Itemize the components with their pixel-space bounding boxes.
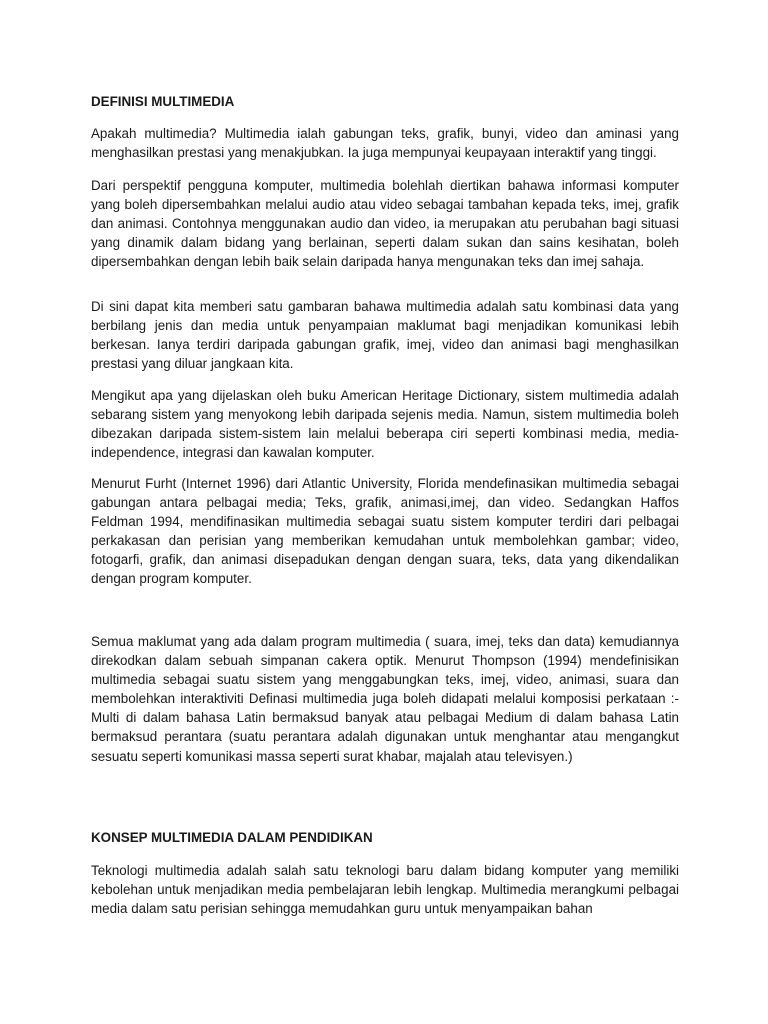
paragraph: Mengikut apa yang dijelaskan oleh buku American Heritage Dictionary, sistem multimedia adalah sebarang sistem yang menyokong lebih daripada sejenis media. Namun, sistem multimedia boleh dibezakan daripada sistem-sistem lain melalui beberapa ciri seperti kombinasi media, media-independence, integrasi dan kawalan komputer. <box>91 388 679 461</box>
paragraph: Semua maklumat yang ada dalam program multimedia ( suara, imej, teks dan data) kemudiannya direkodkan dalam sebuah simpanan cakera optik. Menurut Thompson (1994) mendefinisikan multimedia sebagai suatu sistem yang menggabungkan teks, imej, video, animasi, suara dan membolehkan interaktiviti Definasi multimedia juga boleh didapati melalui komposisi perkataan :- Multi di dalam bahasa Latin bermaksud banyak atau pelbagai Medium di dalam bahasa Latin bermaksud perantara (suatu perantara adalah digunakan untuk menghantar atau mengangkut sesuatu seperti komunikasi massa seperti surat khabar, majalah atau televisyen.) <box>91 634 679 764</box>
section-heading-definisi: DEFINISI MULTIMEDIA <box>91 94 235 109</box>
paragraph: Di sini dapat kita memberi satu gambaran bahawa multimedia adalah satu kombinasi data yang berbilang jenis dan media untuk penyampaian maklumat bagi menjadikan komunikasi lebih berkesan. Ianya terdiri daripada gabungan grafik, imej, video dan animasi bagi menghasilkan prestasi yang diluar jangkaan kita. <box>91 299 679 372</box>
section-heading-konsep: KONSEP MULTIMEDIA DALAM PENDIDIKAN <box>91 830 373 845</box>
paragraph: Teknologi multimedia adalah salah satu teknologi baru dalam bidang komputer yang memiliki kebolehan untuk menjadikan media pembelajaran lebih lengkap. Multimedia merangkumi pelbagai media dalam satu perisian sehingga memudahkan guru untuk menyampaikan bahan <box>91 863 679 917</box>
paragraph: Dari perspektif pengguna komputer, multimedia bolehlah diertikan bahawa informasi komputer yang boleh dipersembahkan melalui audio atau video sebagai tambahan kepada teks, imej, grafik dan animasi. Contohnya menggunakan audio dan video, ia merupakan atu perubahan bagi situasi yang dinamik dalam bidang yang berlainan, seperti dalam sukan dan sains kesihatan, boleh dipersembahkan dengan lebih baik selain daripada hanya mengunakan teks dan imej sahaja. <box>91 178 679 270</box>
paragraph: Menurut Furht (Internet 1996) dari Atlantic University, Florida mendefinasikan multimedia sebagai gabungan antara pelbagai media; Teks, grafik, animasi,imej, dan video. Sedangkan Haffos Feldman 1994, mendifinasikan multimedia sebagai suatu sistem komputer terdiri dari pelbagai perkakasan dan perisian yang memberikan kemudahan untuk membolehkan gambar; video, fotogarfi, grafik, dan animasi disepadukan dengan dengan suara, teks, data yang dikendalikan dengan program komputer. <box>91 476 679 587</box>
paragraph: Apakah multimedia? Multimedia ialah gabungan teks, grafik, bunyi, video dan aminasi yang menghasilkan prestasi yang menakjubkan. Ia juga mempunyai keupayaan interaktif yang tinggi. <box>91 126 679 161</box>
